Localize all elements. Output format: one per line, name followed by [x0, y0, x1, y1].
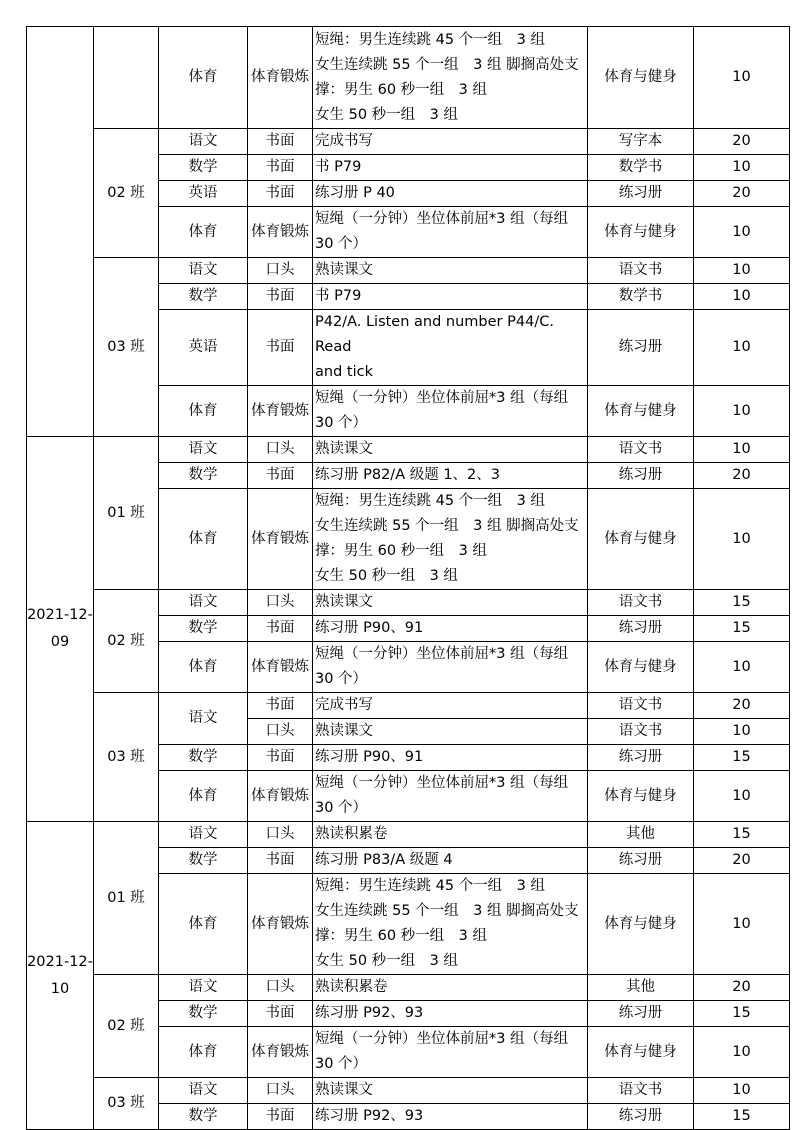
class-cell: 02 班	[94, 129, 159, 258]
material-cell: 练习册	[588, 181, 694, 207]
date-line: 09	[50, 634, 70, 650]
content-line: 撑：男生 60 秒一组 3 组	[315, 928, 488, 944]
material-cell: 体育与健身	[588, 1027, 694, 1078]
material-cell: 数学书	[588, 284, 694, 310]
type-cell: 书面	[248, 848, 313, 874]
type-cell: 书面	[248, 155, 313, 181]
content-cell	[313, 310, 588, 386]
content-line: 练习册 P83/A 级题 4	[315, 852, 453, 868]
homework-table	[26, 26, 790, 1130]
content-line: 女生 50 秒一组 3 组	[315, 106, 459, 123]
content-line: 熟读课文	[315, 441, 373, 457]
date-cell	[27, 822, 94, 1130]
content-line: 熟读课文	[315, 723, 373, 739]
subject-cell: 英语	[159, 181, 248, 207]
content-cell	[313, 207, 588, 258]
class-cell: 02 班	[94, 975, 159, 1078]
type-cell: 书面	[248, 129, 313, 155]
date-line: 10	[50, 980, 70, 997]
minutes-cell: 20	[694, 463, 790, 489]
date-line: 2021-12-	[27, 607, 93, 623]
type-cell: 书面	[248, 310, 313, 386]
subject-cell: 数学	[159, 616, 248, 642]
content-cell	[313, 437, 588, 463]
material-cell: 练习册	[588, 463, 694, 489]
type-cell: 体育锻炼	[248, 771, 313, 822]
content-line: and tick	[315, 364, 373, 380]
material-cell: 练习册	[588, 1104, 694, 1130]
material-cell: 语文书	[588, 719, 694, 745]
type-cell: 口头	[248, 719, 313, 745]
minutes-cell: 10	[694, 437, 790, 463]
type-cell: 书面	[248, 284, 313, 310]
content-cell	[313, 848, 588, 874]
type-cell: 书面	[248, 693, 313, 719]
subject-cell: 语文	[159, 822, 248, 848]
content-cell	[313, 771, 588, 822]
minutes-cell: 15	[694, 745, 790, 771]
type-cell: 口头	[248, 975, 313, 1001]
type-cell: 体育锻炼	[248, 27, 313, 129]
type-cell: 书面	[248, 181, 313, 207]
content-cell	[313, 181, 588, 207]
content-line: 30 个）	[315, 236, 368, 252]
subject-cell: 数学	[159, 463, 248, 489]
table-row	[27, 129, 790, 155]
material-cell: 语文书	[588, 1078, 694, 1104]
content-line: 女生 50 秒一组 3 组	[315, 568, 459, 584]
minutes-cell: 10	[694, 284, 790, 310]
content-line: 撑：男生 60 秒一组 3 组	[315, 81, 488, 98]
content-line: 女生 50 秒一组 3 组	[315, 953, 459, 969]
subject-cell: 体育	[159, 874, 248, 975]
class-cell: 01 班	[94, 437, 159, 590]
content-line: 女生连续跳 55 个一组 3 组 脚搁高处支	[315, 518, 579, 534]
material-cell: 体育与健身	[588, 27, 694, 129]
content-line: 练习册 P82/A 级题 1、2、3	[315, 467, 501, 483]
content-line: 30 个）	[315, 800, 368, 816]
material-cell: 练习册	[588, 745, 694, 771]
subject-cell: 数学	[159, 1104, 248, 1130]
class-cell: 03 班	[94, 258, 159, 437]
content-cell	[313, 129, 588, 155]
content-line: 练习册 P92、93	[315, 1005, 424, 1021]
subject-cell: 数学	[159, 155, 248, 181]
content-line: 短绳（一分钟）坐位体前屈*3 组（每组	[315, 1031, 569, 1047]
table-row	[27, 437, 790, 463]
material-cell: 体育与健身	[588, 386, 694, 437]
class-cell: 01 班	[94, 822, 159, 975]
content-cell	[313, 590, 588, 616]
content-cell	[313, 616, 588, 642]
content-cell	[313, 642, 588, 693]
content-line: 短绳：男生连续跳 45 个一组 3 组	[315, 878, 546, 894]
type-cell: 体育锻炼	[248, 207, 313, 258]
subject-cell: 体育	[159, 489, 248, 590]
content-line: 练习册 P92、93	[315, 1108, 424, 1124]
content-line: 女生连续跳 55 个一组 3 组 脚搁高处支	[315, 903, 579, 919]
content-cell	[313, 1104, 588, 1130]
type-cell: 口头	[248, 822, 313, 848]
subject-cell: 语文	[159, 129, 248, 155]
content-line: 练习册 P90、91	[315, 749, 424, 765]
table-row	[27, 975, 790, 1001]
material-cell: 语文书	[588, 437, 694, 463]
material-cell: 数学书	[588, 155, 694, 181]
type-cell: 书面	[248, 1001, 313, 1027]
content-cell	[313, 693, 588, 719]
subject-cell: 数学	[159, 745, 248, 771]
subject-cell: 体育	[159, 27, 248, 129]
type-cell: 体育锻炼	[248, 386, 313, 437]
subject-cell: 语文	[159, 590, 248, 616]
material-cell: 其他	[588, 822, 694, 848]
minutes-cell: 10	[694, 207, 790, 258]
content-cell	[313, 284, 588, 310]
subject-cell: 体育	[159, 386, 248, 437]
subject-cell: 体育	[159, 771, 248, 822]
content-cell	[313, 822, 588, 848]
type-cell: 口头	[248, 437, 313, 463]
subject-cell: 语文	[159, 693, 248, 745]
content-cell	[313, 258, 588, 284]
content-cell	[313, 874, 588, 975]
content-line: 短绳：男生连续跳 45 个一组 3 组	[315, 493, 546, 509]
subject-cell: 数学	[159, 284, 248, 310]
material-cell: 语文书	[588, 590, 694, 616]
content-cell	[313, 463, 588, 489]
content-cell	[313, 386, 588, 437]
content-line: 完成书写	[315, 697, 373, 713]
type-cell: 书面	[248, 463, 313, 489]
date-cell	[27, 27, 94, 437]
minutes-cell: 15	[694, 1001, 790, 1027]
minutes-cell: 20	[694, 848, 790, 874]
content-cell	[313, 1001, 588, 1027]
content-cell	[313, 489, 588, 590]
content-line: 撑：男生 60 秒一组 3 组	[315, 543, 488, 559]
table-row	[27, 590, 790, 616]
class-cell: 02 班	[94, 590, 159, 693]
type-cell: 口头	[248, 258, 313, 284]
type-cell: 书面	[248, 1104, 313, 1130]
material-cell: 练习册	[588, 616, 694, 642]
type-cell: 口头	[248, 1078, 313, 1104]
minutes-cell: 10	[694, 258, 790, 284]
content-line: 30 个）	[315, 1056, 368, 1072]
minutes-cell: 10	[694, 1027, 790, 1078]
type-cell: 体育锻炼	[248, 1027, 313, 1078]
content-line: 短绳（一分钟）坐位体前屈*3 组（每组	[315, 775, 569, 791]
content-line: 女生连续跳 55 个一组 3 组 脚搁高处支	[315, 56, 579, 73]
content-line: 30 个）	[315, 415, 368, 431]
content-cell	[313, 975, 588, 1001]
subject-cell: 语文	[159, 437, 248, 463]
content-line: 熟读积累卷	[315, 979, 388, 995]
content-line: 熟读课文	[315, 1082, 373, 1098]
table-row	[27, 693, 790, 719]
material-cell: 练习册	[588, 310, 694, 386]
material-cell: 练习册	[588, 1001, 694, 1027]
content-line: 短绳（一分钟）坐位体前屈*3 组（每组	[315, 390, 569, 406]
minutes-cell: 20	[694, 693, 790, 719]
minutes-cell: 15	[694, 1104, 790, 1130]
type-cell: 体育锻炼	[248, 489, 313, 590]
material-cell: 练习册	[588, 848, 694, 874]
content-line: 熟读课文	[315, 594, 373, 610]
material-cell: 体育与健身	[588, 771, 694, 822]
type-cell: 书面	[248, 616, 313, 642]
class-cell	[94, 27, 159, 129]
subject-cell: 数学	[159, 1001, 248, 1027]
subject-cell: 英语	[159, 310, 248, 386]
subject-cell: 数学	[159, 848, 248, 874]
material-cell: 写字本	[588, 129, 694, 155]
material-cell: 语文书	[588, 693, 694, 719]
content-line: 练习册 P90、91	[315, 620, 424, 636]
content-line: 短绳（一分钟）坐位体前屈*3 组（每组	[315, 646, 569, 662]
content-line: 练习册 P 40	[315, 185, 395, 201]
minutes-cell: 10	[694, 642, 790, 693]
table-row	[27, 27, 790, 129]
content-line: 30 个）	[315, 671, 368, 687]
minutes-cell: 10	[694, 155, 790, 181]
minutes-cell: 10	[694, 489, 790, 590]
minutes-cell: 10	[694, 386, 790, 437]
date-cell	[27, 437, 94, 822]
minutes-cell: 20	[694, 975, 790, 1001]
class-cell: 03 班	[94, 693, 159, 822]
minutes-cell: 10	[694, 1078, 790, 1104]
table-row	[27, 822, 790, 848]
content-cell	[313, 1027, 588, 1078]
content-line: 书 P79	[315, 288, 362, 304]
subject-cell: 语文	[159, 258, 248, 284]
content-line: 熟读积累卷	[315, 826, 388, 842]
minutes-cell: 10	[694, 310, 790, 386]
material-cell: 体育与健身	[588, 642, 694, 693]
class-cell: 03 班	[94, 1078, 159, 1130]
subject-cell: 体育	[159, 207, 248, 258]
content-cell	[313, 745, 588, 771]
material-cell: 体育与健身	[588, 489, 694, 590]
content-cell	[313, 27, 588, 129]
material-cell: 体育与健身	[588, 874, 694, 975]
content-line: P42/A. Listen and number P44/C. Read	[315, 314, 554, 355]
subject-cell: 体育	[159, 642, 248, 693]
table-row	[27, 258, 790, 284]
content-line: 短绳（一分钟）坐位体前屈*3 组（每组	[315, 211, 569, 227]
type-cell: 体育锻炼	[248, 642, 313, 693]
table-row	[27, 1078, 790, 1104]
material-cell: 体育与健身	[588, 207, 694, 258]
content-line: 熟读课文	[315, 262, 373, 278]
content-cell	[313, 155, 588, 181]
subject-cell: 语文	[159, 975, 248, 1001]
subject-cell: 语文	[159, 1078, 248, 1104]
minutes-cell: 15	[694, 822, 790, 848]
minutes-cell: 15	[694, 616, 790, 642]
subject-cell: 体育	[159, 1027, 248, 1078]
minutes-cell: 10	[694, 27, 790, 129]
minutes-cell: 20	[694, 181, 790, 207]
minutes-cell: 10	[694, 719, 790, 745]
minutes-cell: 10	[694, 874, 790, 975]
date-line: 2021-12-	[27, 953, 93, 970]
material-cell: 语文书	[588, 258, 694, 284]
minutes-cell: 10	[694, 771, 790, 822]
type-cell: 口头	[248, 590, 313, 616]
content-line: 完成书写	[315, 133, 373, 149]
content-line: 短绳：男生连续跳 45 个一组 3 组	[315, 31, 546, 48]
type-cell: 体育锻炼	[248, 874, 313, 975]
content-cell	[313, 719, 588, 745]
minutes-cell: 20	[694, 129, 790, 155]
type-cell: 书面	[248, 745, 313, 771]
content-cell	[313, 1078, 588, 1104]
minutes-cell: 15	[694, 590, 790, 616]
material-cell: 其他	[588, 975, 694, 1001]
content-line: 书 P79	[315, 159, 362, 175]
